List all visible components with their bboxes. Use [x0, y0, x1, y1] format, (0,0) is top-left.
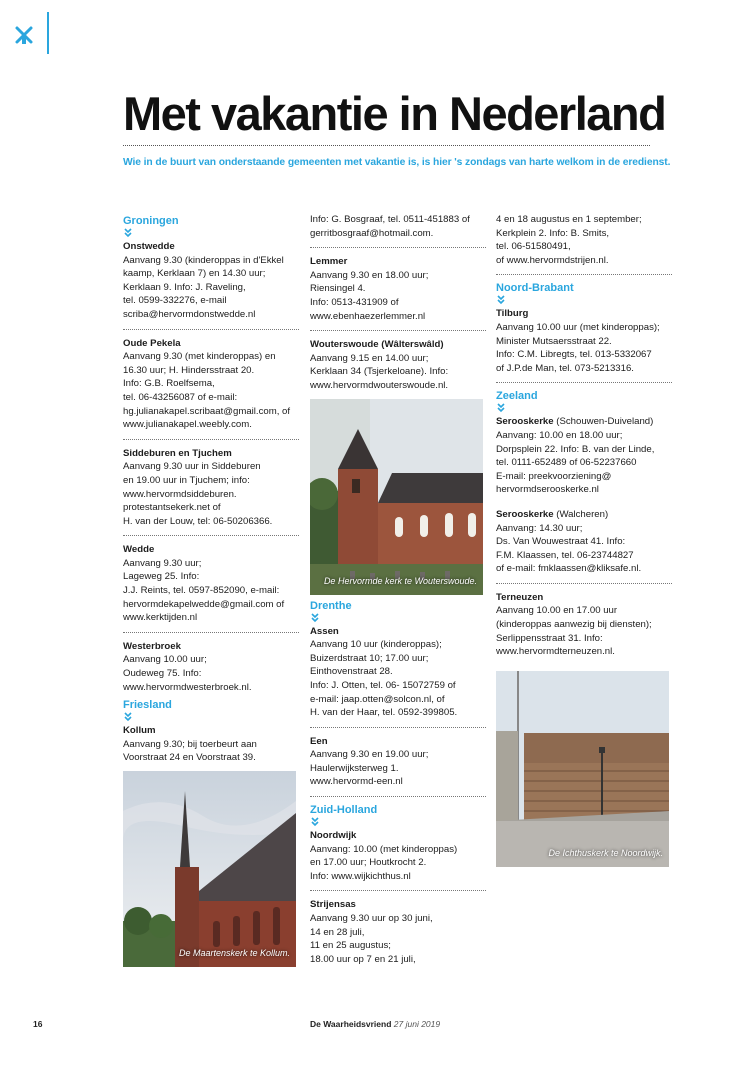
region-heading-drenthe: Drenthe [310, 599, 352, 612]
entry-name: Onstwedde [123, 241, 175, 252]
entry-line: Aanvang 9.30 uur op 30 juni, [310, 913, 433, 925]
entry-line: Lageweg 25. Info: [123, 571, 200, 583]
photo-caption: De Maartenskerk te Kollum. [178, 948, 290, 959]
region-heading-groningen: Groningen [123, 215, 179, 227]
entry-terneuzen [496, 591, 672, 662]
entry-email-link[interactable]: hg.julianakapel.scribaat@gmail.com, of [123, 405, 291, 417]
column-1 [123, 213, 299, 972]
entry-name: Terneuzen [496, 591, 544, 603]
chevron-double-down-icon [124, 712, 132, 722]
entry-line: Aanvang 9.30 uur; [123, 557, 202, 569]
entry-serooskerke-walcheren [496, 508, 672, 579]
entry-email-link[interactable]: scriba@hervormdonstwedde.nl [123, 308, 256, 320]
entry-westerbroek [123, 640, 299, 697]
entry-divider [310, 727, 486, 728]
entry-line: of J.P.de Man, tel. 073-5213316. [496, 362, 634, 374]
entry-web-link[interactable]: www.hervormdsiddeburen. [123, 488, 237, 500]
church-photo-image [123, 771, 296, 967]
entry-name-line [496, 415, 672, 429]
entry-web-link[interactable]: www.hervormdwesterbroek.nl. [123, 681, 252, 693]
chevron-double-down-icon [311, 613, 319, 623]
entry-divider [496, 382, 672, 383]
entry-line: Kerkplein 2. Info: B. Smits, [496, 227, 610, 239]
entry-name: Westerbroek [123, 640, 181, 652]
entry-strijensas-continued [496, 213, 672, 270]
entry-line: Aanvang 10.00 uur; [123, 654, 207, 666]
entry-line: Kerklaan 9. Info: J. Raveling, [123, 281, 246, 293]
entry-line: Aanvang 9.30 (kinderoppas in d'Ekkel [123, 254, 284, 266]
entry-line: 11 en 25 augustus; [310, 940, 391, 952]
entry-name-line [496, 508, 672, 522]
entry-line: Voorstraat 24 en Voorstraat 39. [123, 752, 256, 764]
entry-line: Kerklaan 34 (Tsjerkeloane). Info: [310, 366, 449, 378]
entry-divider [123, 329, 299, 330]
entry-line: Minister Mutsaersstraat 22. [496, 335, 612, 347]
entry-line: tel. 06-51580491, [496, 241, 571, 253]
entry-line: 4 en 18 augustus en 1 september; [496, 214, 642, 225]
entry-line: 14 en 28 juli, [310, 926, 365, 938]
entry-name: Serooskerke [496, 416, 554, 428]
entry-line: Aanvang: 14.30 uur; [496, 522, 583, 534]
entry-divider [310, 890, 486, 891]
entry-line: Dorpsplein 22. Info: B. van der Linde, [496, 443, 655, 455]
entry-bosgraaf-continued [310, 213, 486, 243]
entry-web-link[interactable]: www.julianakapel.weebly.com. [123, 419, 252, 431]
chevron-double-down-icon [124, 228, 132, 238]
entry-name: Wedde [123, 544, 155, 556]
entry-wouterswoude [310, 338, 486, 395]
entry-oude-pekela [123, 337, 299, 435]
entry-line: (kinderoppas aanwezig bij diensten); [496, 619, 652, 631]
entry-divider [496, 274, 672, 275]
entry-line: Riensingel 4. [310, 283, 366, 295]
entry-name: Een [310, 735, 328, 747]
entry-wedde [123, 543, 299, 628]
entry-name: Tilburg [496, 308, 529, 320]
entry-divider [123, 632, 299, 633]
entry-line: H. van der Louw, tel: 06-50206366. [123, 515, 273, 527]
entry-line: Aanvang 10.00 uur (met kinderoppas); [496, 321, 660, 333]
entry-line: Haulerwijksterweg 1. [310, 762, 399, 774]
entry-web-link[interactable]: www.kerktijden.nl [123, 612, 198, 624]
church-photo-image [310, 399, 483, 595]
chevron-double-down-icon [497, 403, 505, 413]
entry-line: Aanvang 9.30 uur in Siddeburen [123, 461, 261, 473]
entry-line: Oudeweg 75. Info: [123, 668, 202, 680]
entry-line: tel. 0111-652489 of 06-52237660 [496, 457, 637, 469]
entry-line: tel. 0599-332276, e-mail [123, 295, 227, 307]
entry-divider [123, 535, 299, 536]
footer-publication [310, 1019, 440, 1029]
entry-line: en 17.00 uur; Houtkrocht 2. [310, 857, 427, 869]
entry-line: F.M. Klaassen, tel. 06-23744827 [496, 549, 634, 561]
entry-onstwedde [123, 240, 299, 325]
entry-line: 16.30 uur; H. Hindersstraat 20. [123, 364, 255, 376]
entry-siddeburen [123, 447, 299, 532]
entry-line: J.J. Reints, tel. 0597-852090, e-mail: [123, 585, 280, 597]
entry-email-link[interactable]: of e-mail: fmklaassen@kliksafe.nl. [496, 563, 642, 575]
entry-web-link[interactable]: www.hervormd-een.nl [310, 776, 403, 788]
entry-web-link[interactable]: www.ebenhaezerlemmer.nl [310, 310, 426, 322]
entry-web-link[interactable]: www.hervormdterneuzen.nl. [496, 646, 615, 658]
photo-caption: De Ichthuskerk te Noordwijk. [548, 848, 663, 859]
entry-assen [310, 625, 486, 723]
entry-line: Aanvang 9.30 en 18.00 uur; [310, 269, 429, 281]
entry-name-suffix: (Schouwen-Duiveland) [553, 416, 654, 428]
column-3 [496, 213, 672, 872]
entry-een [310, 735, 486, 792]
photo-caption: De Hervormde kerk te Wouterswoude. [323, 575, 477, 586]
entry-line: Ds. Van Wouwestraat 41. Info: [496, 536, 626, 548]
entry-name: Strijensas [310, 899, 356, 911]
title-divider [123, 145, 650, 146]
entry-line: Info: G.B. Roelfsema, [123, 378, 215, 390]
church-photo-image [496, 671, 669, 867]
entry-divider [123, 439, 299, 440]
entry-kollum [123, 724, 299, 768]
page-title: Met vakantie in Nederland [123, 87, 666, 140]
entry-name: Assen [310, 625, 339, 637]
entry-name: Oude Pekela [123, 337, 181, 349]
entry-web-link[interactable]: www.hervormdwouterswoude.nl. [310, 379, 449, 391]
entry-line: Serlippensstraat 31. Info: [496, 632, 603, 644]
entry-divider [496, 583, 672, 584]
photo-ichthuskerk-noordwijk [496, 671, 669, 867]
header-accent-bar [47, 12, 49, 54]
entry-line: Aanvang: 10.00 en 18.00 uur; [496, 429, 623, 441]
entry-serooskerke-schouwen [496, 415, 672, 500]
entry-line: Info: 0513-431909 of [310, 296, 399, 308]
entry-lemmer [310, 255, 486, 326]
photo-maartenskerk-kollum [123, 771, 296, 967]
entry-line: Aanvang 10 uur (kinderoppas); [310, 639, 442, 651]
entry-email-link[interactable]: e-mail: jaap.otten@solcon.nl, of [310, 693, 445, 705]
entry-email-link[interactable]: E-mail: preekvoorziening@ [496, 470, 612, 482]
entry-line: Aanvang 9.30 en 19.00 uur; [310, 749, 429, 761]
entry-web-link[interactable]: protestantsekerk.net of [123, 502, 221, 514]
entry-name: Wouterswoude (Wâlterswâld) [310, 339, 444, 351]
publication-name: De Waarheidsvriend [310, 1019, 392, 1029]
entry-line: Info: J. Otten, tel. 06- 15072759 of [310, 679, 456, 691]
chevron-double-down-icon [497, 295, 505, 305]
entry-line: Aanvang 9.30 (met kinderoppas) en [123, 351, 276, 363]
entry-line: Info: C.M. Libregts, tel. 013-5332067 [496, 349, 652, 361]
entry-line: H. van der Haar, tel. 0592-399805. [310, 707, 458, 719]
chevron-double-down-icon [311, 817, 319, 827]
entry-name: Lemmer [310, 256, 348, 268]
entry-tilburg [496, 307, 672, 378]
region-heading-zeeland: Zeeland [496, 390, 538, 403]
entry-name: Kollum [123, 725, 156, 737]
entry-line: kaamp, Kerklaan 7) en 14.30 uur; [123, 268, 266, 280]
photo-hervormde-kerk-wouterswoude [310, 399, 483, 595]
entry-line: en 19.00 uur in Tjuchem; info: [123, 474, 250, 486]
entry-web-link[interactable]: Info: www.wijkichthus.nl [310, 870, 411, 882]
region-heading-noord-brabant: Noord-Brabant [496, 282, 574, 295]
entry-line: tel. 06-43256087 of e-mail: [123, 391, 238, 403]
windmill-icon [13, 24, 35, 46]
entry-name-suffix: (Walcheren) [553, 508, 609, 520]
entry-email-link[interactable]: gerritbosgraaf@hotmail.com. [310, 227, 434, 239]
entry-name: Noordwijk [310, 830, 357, 842]
entry-email-link[interactable]: hervormdserooskerke.nl [496, 484, 599, 496]
entry-line: Aanvang 9.30; bij toerbeurt aan [123, 738, 257, 750]
entry-line: Einthovenstraat 28. [310, 666, 393, 678]
page-subtitle: Wie in de buurt van onderstaande gemeenten met vakantie is, is hier 's zondags van harte welkom in de eredienst. [123, 157, 671, 168]
publication-date: 27 juni 2019 [393, 1019, 441, 1029]
entry-line: Info: G. Bosgraaf, tel. 0511-451883 of [310, 214, 470, 225]
column-2 [310, 213, 486, 969]
entry-line: Buizerdstraat 10; 17.00 uur; [310, 652, 429, 664]
region-heading-zuid-holland: Zuid-Holland [310, 804, 378, 817]
entry-line: Aanvang 10.00 en 17.00 uur [496, 605, 618, 617]
entry-email-link[interactable]: hervormdekapelwedde@gmail.com of [123, 598, 285, 610]
page-number: 16 [33, 1019, 43, 1029]
entry-line: Aanvang: 10.00 (met kinderoppas) [310, 843, 458, 855]
entry-line: Aanvang 9.15 en 14.00 uur; [310, 352, 429, 364]
entry-name: Serooskerke [496, 508, 554, 520]
entry-noordwijk [310, 829, 486, 886]
entry-divider [310, 796, 486, 797]
entry-web-link[interactable]: of www.hervormdstrijen.nl. [496, 254, 609, 266]
entry-divider [310, 247, 486, 248]
entry-divider [310, 330, 486, 331]
entry-line: 18.00 uur op 7 en 21 juli, [310, 953, 416, 965]
entry-name: Siddeburen en Tjuchem [123, 447, 232, 459]
region-heading-friesland: Friesland [123, 699, 172, 712]
entry-strijensas [310, 898, 486, 969]
